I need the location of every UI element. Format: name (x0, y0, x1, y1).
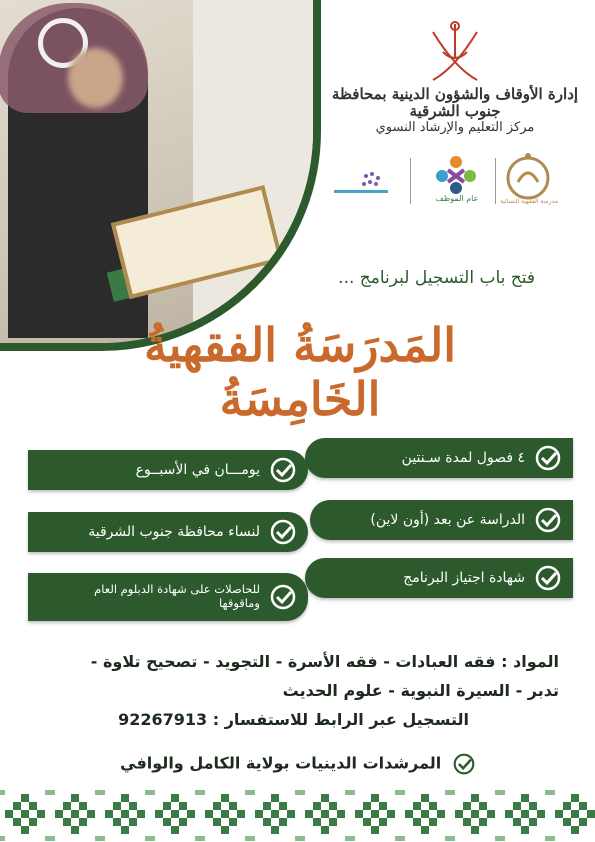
check-circle-icon (535, 507, 561, 533)
feature-pill (305, 558, 573, 598)
logo-b-label: عام الموظف (435, 194, 479, 203)
check-circle-icon (535, 445, 561, 471)
photo-scene (0, 0, 313, 343)
feature-text: شهادة اجتياز البرنامج (403, 569, 525, 586)
year-of-employee-logo (428, 150, 484, 216)
ministry-heading (330, 86, 580, 135)
subjects-line-2: تدبر - السيرة النبوية - علوم الحديث (282, 681, 559, 700)
feature-text: يومـــان في الأسبــوع (135, 461, 260, 478)
logo-c-label: مدرسة الفقهية النسائية (500, 198, 558, 205)
registration-announcement: فتح باب التسجيل لبرنامج ... (338, 268, 535, 288)
feature-pill (28, 573, 308, 621)
ministry-emblem-icon (425, 18, 485, 84)
ministry-line-2: مركز التعليم والإرشاد النسوي (375, 119, 535, 135)
check-circle-icon (270, 584, 296, 610)
check-circle-icon (535, 565, 561, 591)
ministry-line-1: إدارة الأوقاف والشؤون الدينية بمحافظة جنوب الشرقية (331, 85, 579, 121)
program-title: المَدرَسَةُ الفقهيةُ الخَامِسَةُ (143, 318, 457, 426)
decorative-pattern (0, 790, 595, 842)
footer-credit (0, 753, 595, 775)
check-circle-icon (453, 753, 475, 775)
check-circle-icon (270, 457, 296, 483)
feature-pill (310, 500, 573, 540)
hero-photo (0, 0, 321, 351)
logo-divider (410, 158, 411, 204)
fiqh-school-logo (500, 150, 556, 216)
photo-wall (193, 0, 313, 343)
subjects-line-1: المواد : فقه العبادات - فقه الأسرة - التجويد - تصحيح تلاوة - (90, 652, 559, 671)
feature-text: الدراسة عن بعد (أون لاين) (370, 511, 525, 528)
registration-info: التسجيل عبر الرابط للاستفسار : 92267913 (118, 710, 469, 729)
feature-text: ٤ فصول لمدة سـنتين (401, 449, 525, 466)
feature-text: لنساء محافظة جنوب الشرقية (88, 523, 260, 540)
partner-logo (330, 160, 392, 200)
partner-logos (330, 150, 580, 220)
check-circle-icon (270, 519, 296, 545)
feature-text: للحاصلات على شهادة الدبلوم العام وماقوقها (94, 582, 260, 610)
feature-pill (305, 438, 573, 478)
photo-face-blurred (68, 48, 123, 108)
feature-pill (28, 450, 308, 490)
feature-pill (28, 512, 308, 552)
footer-text: المرشدات الدينيات بولاية الكامل والوافي (120, 753, 442, 773)
